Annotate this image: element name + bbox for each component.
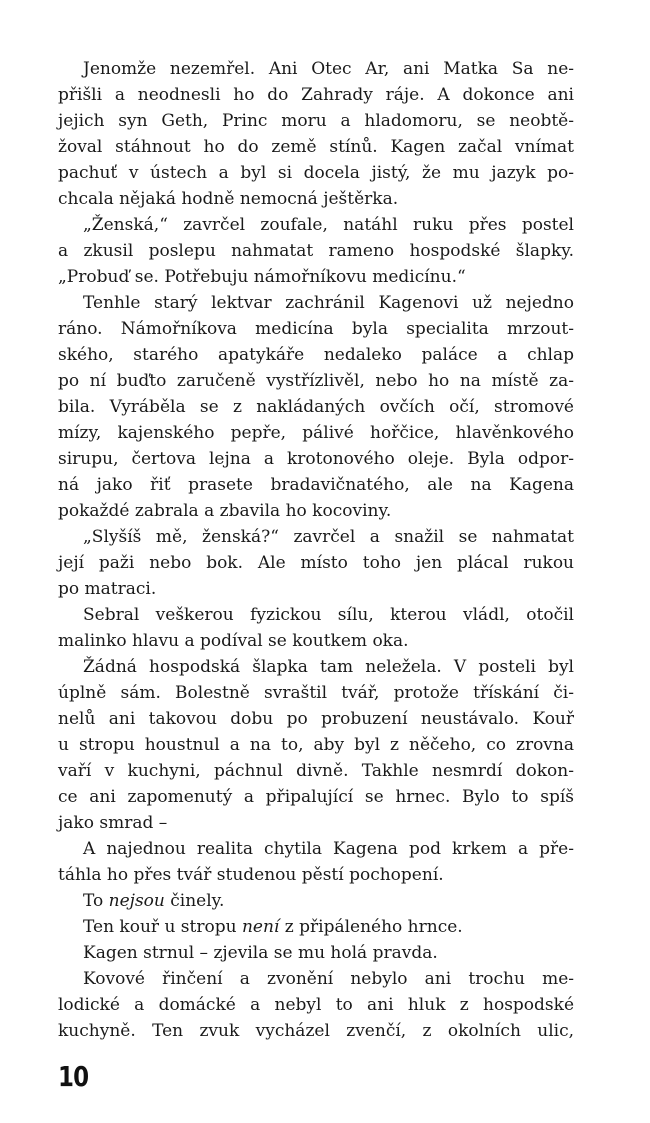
- text-line: ráno. Námořníkova medicína byla specialita mrzout-: [58, 319, 574, 339]
- text-line: jejich syn Geth, Princ moru a hladomoru, se neobtě-: [58, 111, 574, 131]
- text-line: po matraci.: [58, 579, 157, 599]
- text-line: vaří v kuchyni, páchnul divně. Takhle nesmrdí dokon-: [58, 761, 574, 781]
- text-line: „Slyšíš mě, ženská?“ zavrčel a snažil se nahmatat: [83, 527, 574, 547]
- text-line: nelů ani takovou dobu po probuzení neustávalo. Kouř: [58, 709, 574, 729]
- emphasized-word: není: [241, 917, 280, 937]
- emphasized-word: nejsou: [108, 891, 165, 911]
- text-line: malinko hlavu a podíval se koutkem oka.: [58, 631, 409, 651]
- text-line: Žádná hospodská šlapka tam neležela. V posteli byl: [83, 657, 574, 677]
- text-line: žoval stáhnout ho do země stínů. Kagen začal vnímat: [58, 137, 574, 157]
- text-line: u stropu houstnul a na to, aby byl z něčeho, co zrovna: [58, 735, 574, 755]
- text-line: Sebral veškerou fyzickou sílu, kterou vládl, otočil: [83, 605, 574, 625]
- text-line: její paži nebo bok. Ale místo toho jen plácal rukou: [58, 553, 574, 573]
- text-line: sirupu, čertova lejna a krotonového oleje. Byla odpor-: [58, 449, 574, 469]
- page-body-text: [58, 56, 574, 1044]
- text-line: ce ani zapomenutý a připalující se hrnec. Bylo to spíš: [58, 787, 574, 807]
- text-line: ná jako řiť prasete bradavičnatého, ale na Kagena: [58, 475, 574, 495]
- text-line: táhla ho přes tvář studenou pěstí pochopení.: [58, 865, 444, 885]
- text-fragment: z připáleného hrnce.: [279, 917, 463, 937]
- text-fragment: Ten kouř u stropu: [83, 917, 242, 937]
- text-line: kuchyně. Ten zvuk vycházel zvenčí, z okolních ulic,: [58, 1021, 574, 1041]
- text-line: chcala nějaká hodně nemocná ještěrka.: [58, 189, 399, 209]
- text-line: lodické a domácké a nebyl to ani hluk z hospodské: [58, 995, 574, 1015]
- text-line: a zkusil poslepu nahmatat rameno hospodské šlapky.: [58, 241, 574, 261]
- text-fragment: To: [83, 891, 109, 911]
- text-line: Kagen strnul – zjevila se mu holá pravda.: [83, 943, 438, 963]
- text-line: Kovové řinčení a zvonění nebylo ani trochu me-: [83, 969, 574, 989]
- text-line: A najednou realita chytila Kagena pod krkem a pře-: [83, 839, 574, 859]
- text-line: pachuť v ústech a byl si docela jistý, že mu jazyk po-: [58, 163, 574, 183]
- text-line: „Ženská,“ zavrčel zoufale, natáhl ruku přes postel: [83, 215, 574, 235]
- text-line: přišli a neodnesli ho do Zahrady ráje. A dokonce ani: [58, 85, 574, 105]
- text-line: [58, 888, 574, 914]
- text-fragment: činely.: [164, 891, 225, 911]
- text-line: pokaždé zabrala a zbavila ho kocoviny.: [58, 501, 392, 521]
- text-line: „Probuď se. Potřebuju námořníkovu medicínu.“: [58, 267, 466, 287]
- text-line: Tenhle starý lektvar zachránil Kagenovi už nejedno: [83, 293, 574, 313]
- text-line: [58, 914, 574, 940]
- text-line: Jenomže nezemřel. Ani Otec Ar, ani Matka Sa ne-: [83, 59, 574, 79]
- text-line: bila. Vyráběla se z nakládaných ovčích očí, stromové: [58, 397, 574, 417]
- text-line: ského, starého apatykáře nedaleko paláce a chlap: [58, 345, 574, 365]
- text-line: po ní buďto zaručeně vystřízlivěl, nebo ho na místě za-: [58, 371, 574, 391]
- text-line: mízy, kajenského pepře, pálivé hořčice, hlavěnkového: [58, 423, 574, 443]
- text-line: jako smrad –: [58, 813, 168, 833]
- text-line: úplně sám. Bolestně svraštil tvář, protože třískání či-: [58, 683, 574, 703]
- page-number: 10: [58, 1060, 89, 1093]
